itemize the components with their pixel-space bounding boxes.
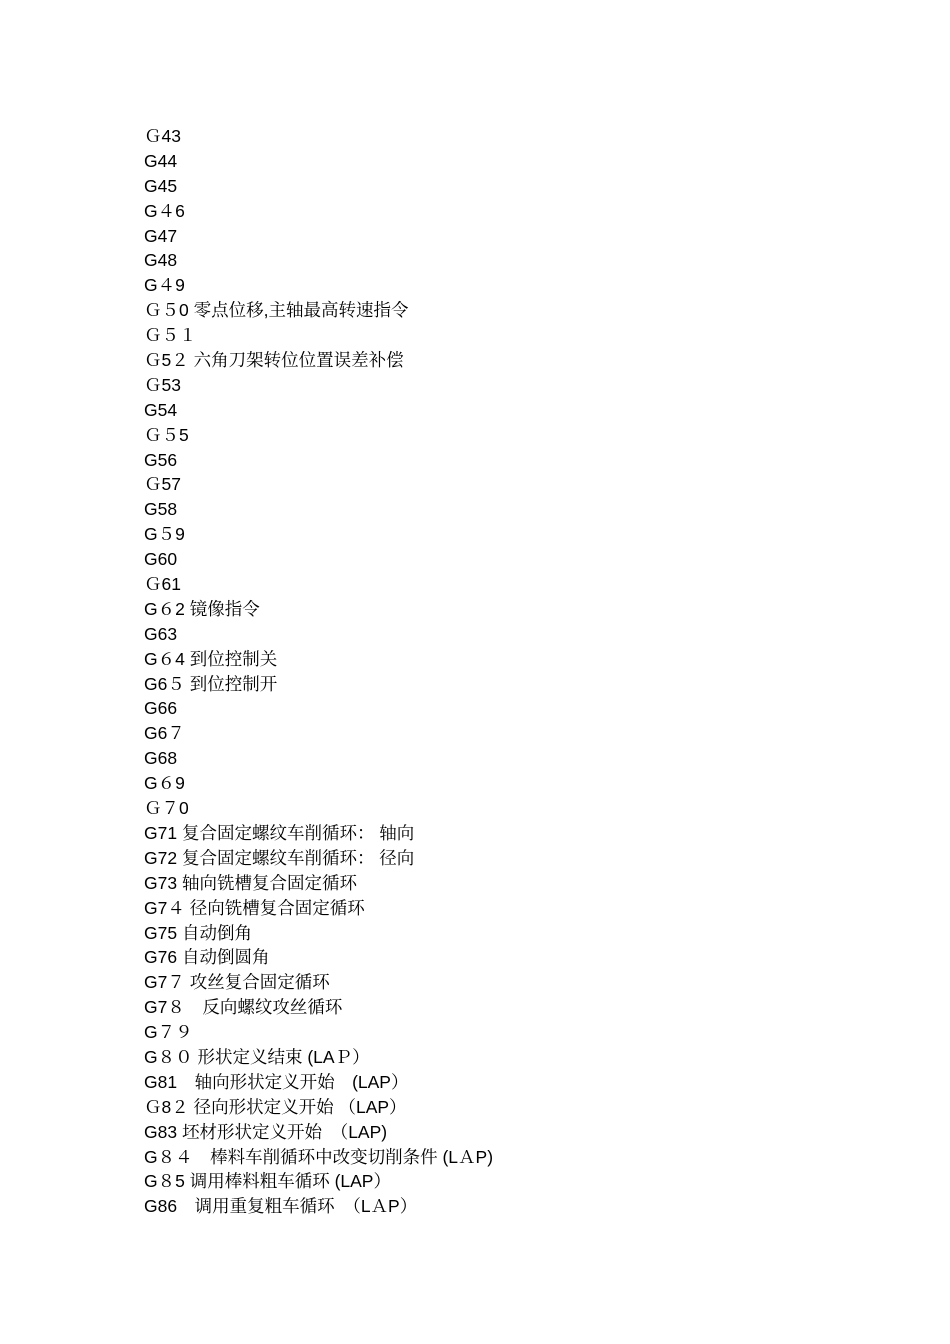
g-code-list: [144, 124, 493, 1219]
code-line: Ｇ43: [144, 126, 181, 146]
code-line: G６2 镜像指令: [144, 598, 260, 619]
code-line: Ｇ5２ 六角刀架转位位置误差补偿: [144, 350, 404, 371]
code-line: G7７ 攻丝复合固定循环: [144, 972, 330, 993]
code-line: Ｇ５5: [144, 424, 189, 445]
code-line: Ｇ57: [144, 474, 181, 495]
code-line: G63: [144, 623, 178, 644]
code-line: G6５ 到位控制开: [144, 673, 278, 694]
code-line: Ｇ５１: [144, 325, 197, 346]
code-line: G47: [144, 225, 178, 246]
code-line: G72 复合固定螺纹车削循环： 径向: [144, 847, 415, 868]
code-line: G71 复合固定螺纹车削循环： 轴向: [144, 822, 415, 843]
code-line: G73 轴向铣槽复合固定循环: [144, 872, 357, 893]
code-line: G６4 到位控制关: [144, 648, 278, 669]
code-line: G45: [144, 175, 178, 196]
code-line: Ｇ５0 零点位移,主轴最高转速指令: [144, 300, 409, 321]
code-line: G54: [144, 399, 178, 420]
code-line: G７９: [144, 1022, 193, 1043]
code-line: G81 轴向形状定义开始 (LAP）: [144, 1071, 409, 1092]
code-line: G58: [144, 499, 178, 520]
code-line: G66: [144, 698, 178, 719]
code-line: G7８ 反向螺纹攻丝循环: [144, 997, 343, 1018]
code-line: Ｇ61: [144, 574, 181, 595]
code-line: G44: [144, 150, 178, 171]
code-line: G８０ 形状定义结束 (LAＰ）: [144, 1046, 370, 1067]
code-line: G6７: [144, 723, 185, 744]
code-line: G7４ 径向铣槽复合固定循环: [144, 897, 365, 918]
code-line: G76 自动倒圆角: [144, 947, 270, 968]
code-line: G68: [144, 748, 178, 769]
code-line: G８5 调用棒料粗车循环 (LAP）: [144, 1171, 391, 1192]
code-line: G４6: [144, 200, 185, 221]
code-line: G６9: [144, 773, 185, 794]
code-line: G86 调用重复粗车循环 （LＡP）: [144, 1196, 418, 1217]
code-line: G56: [144, 449, 178, 470]
code-line: G５9: [144, 524, 185, 545]
code-line: Ｇ７0: [144, 798, 189, 819]
code-line: G48: [144, 250, 178, 271]
code-line: Ｇ8２ 径向形状定义开始 （LAP）: [144, 1096, 407, 1117]
code-line: Ｇ53: [144, 374, 181, 395]
code-line: G83 坯材形状定义开始 （LAP): [144, 1121, 388, 1142]
code-line: G75 自动倒角: [144, 922, 252, 943]
code-line: G60: [144, 549, 178, 570]
code-line: G８４ 棒料车削循环中改变切削条件 (LＡP): [144, 1146, 494, 1167]
code-line: G４9: [144, 275, 185, 296]
